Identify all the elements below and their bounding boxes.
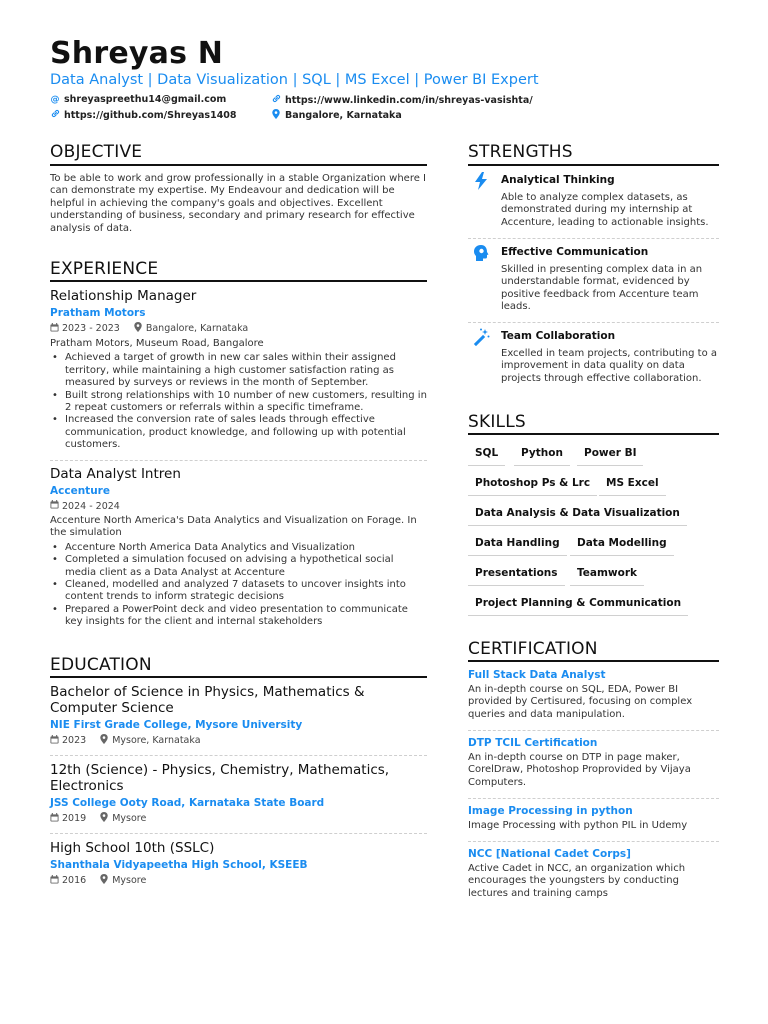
degree-title: Bachelor of Science in Physics, Mathematics & Computer Science [50,684,365,716]
job-role: Relationship Manager [50,288,197,304]
calendar-icon [50,813,62,825]
bullet-item: • Built strong relationships with 10 number of new customers, resulting in 2 repeat customers or referrals within a specific timeframe. [50,390,427,415]
divider [468,798,719,799]
cert-desc: Active Cadet in NCC, an organization which encourages the youngsters by conducting lectures and training camps [468,863,686,899]
certification-heading: CERTIFICATION [468,639,598,659]
skill-tag: Python [514,447,570,466]
company-name: Accenture [50,485,110,497]
skill-tag: MS Excel [599,477,666,496]
link-icon [271,94,281,106]
divider [50,755,427,756]
education-item [50,840,427,887]
cert-desc: An in-depth course on SQL, EDA, Power BI provided by Certisured, focusing on complex queries and data manipulation. [468,684,693,720]
cert-desc: An in-depth course on DTP in page maker, CorelDraw, Photoshop Proprovided by Vijaya Computers. [468,752,691,788]
school-name: NIE First Grade College, Mysore University [50,719,303,731]
skills-rule [468,433,719,435]
strength-desc: Skilled in presenting complex data in an understandable format, evidenced by positive feedback from Accenture team leads. [501,264,703,313]
candidate-name: Shreyas N [50,36,224,71]
edu-meta [50,812,427,825]
location-text: Bangalore, Karnataka [285,110,402,121]
bullet-item: • Prepared a PowerPoint deck and video presentation to communicate key insights for the client and internal stakeholders [50,604,427,629]
edu-meta [50,734,427,747]
objective-heading: OBJECTIVE [50,142,143,162]
edu-meta [50,874,427,887]
calendar-icon [50,323,62,335]
contact-email[interactable] [50,94,226,105]
cert-title: Image Processing in python [468,805,633,817]
edu-year: 2019 [62,813,87,824]
strength-title: Team Collaboration [501,330,616,342]
email-text: shreyaspreethu14@gmail.com [64,94,227,105]
github-text: https://github.com/Shreyas1408 [64,109,237,121]
edu-location: Mysore [112,813,147,824]
bullet-item: • Completed a simulation focused on advising a hypothetical social media client as a Data Analyst at Accenture [50,554,427,579]
cert-item [468,848,719,900]
education-item [50,684,427,747]
location-pin-icon [100,734,112,747]
bullet-item: • Accenture North America Data Analytics and Visualization [50,542,427,554]
link-icon [50,109,60,121]
strength-desc: Excelled in team projects, contributing to a improvement in data quality on data projects through effective collaboration. [501,348,717,384]
divider [468,322,719,323]
education-rule [50,676,427,678]
skill-tag: Presentations [468,567,565,586]
strength-title: Analytical Thinking [501,174,615,186]
edu-year: 2016 [62,875,87,886]
job-meta [50,322,427,335]
edu-location: Mysore [112,875,147,886]
job-role: Data Analyst Intren [50,466,181,482]
calendar-icon [50,500,62,512]
wand-icon [472,328,490,346]
strength-item [468,172,719,236]
edu-year: 2023 [62,735,87,746]
cert-item [468,737,719,789]
skill-tag: Project Planning & Communication [468,597,688,616]
job-meta [50,500,427,512]
strength-item [468,328,719,392]
cert-desc: Image Processing with python PIL in Udemy [468,820,688,831]
bullet-item: • Cleaned, modelled and analyzed 7 datasets to uncover insights into content trends to inform strategic decisions [50,579,427,604]
strength-title: Effective Communication [501,246,649,258]
skill-tag: Data Analysis & Data Visualization [468,507,687,526]
divider [50,833,427,834]
cert-title: NCC [National Cadet Corps] [468,848,631,860]
experience-heading: EXPERIENCE [50,259,159,279]
job-bullets [50,352,427,451]
skill-tag: Data Modelling [570,537,674,556]
strength-desc: Able to analyze complex datasets, as demonstrated during my internship at Accenture, leading to actionable insights. [501,192,709,228]
bullet-item: • Achieved a target of growth in new car sales within their assigned territory, while maintaining a high customer satisfaction rating as measured by surveys or reviews in the month of September. [50,352,427,389]
skills-heading: SKILLS [468,412,526,432]
job-dates: 2023 - 2023 [62,323,120,334]
experience-item [50,466,427,629]
contact-location [271,109,402,122]
cert-title: DTP TCIL Certification [468,737,598,749]
degree-title: High School 10th (SSLC) [50,840,215,856]
contact-github[interactable] [50,109,237,121]
company-name: Pratham Motors [50,307,146,319]
cert-title: Full Stack Data Analyst [468,669,606,681]
divider [468,841,719,842]
job-summary: Pratham Motors, Museum Road, Bangalore [50,338,264,349]
job-location: Bangalore, Karnataka [145,323,249,334]
location-pin-icon [100,874,112,887]
school-name: JSS College Ooty Road, Karnataka State Board [50,797,325,809]
calendar-icon [50,875,62,887]
contact-linkedin[interactable] [271,94,533,106]
at-icon: @ [50,94,60,105]
location-pin-icon [134,322,146,335]
divider [468,238,719,239]
lightning-icon [472,172,490,190]
job-dates: 2024 - 2024 [62,500,120,512]
skill-tag: SQL [468,447,505,466]
head-icon [472,244,490,262]
bullet-item: • Increased the conversion rate of sales leads through effective communication, product knowledge, and following up with potential customers. [50,414,427,451]
experience-item [50,288,427,452]
strengths-rule [468,164,719,166]
cert-item [468,669,719,721]
strengths-heading: STRENGTHS [468,142,573,162]
certification-rule [468,660,719,662]
skill-tag: Power BI [577,447,643,466]
job-bullets [50,542,427,629]
calendar-icon [50,735,62,747]
strength-item [468,244,719,320]
education-item [50,762,427,825]
school-name: Shanthala Vidyapeetha High School, KSEEB [50,859,308,871]
skill-tag: Teamwork [570,567,644,586]
headline: Data Analyst | Data Visualization | SQL | MS Excel | Power BI Expert [50,72,539,88]
divider [50,460,427,461]
experience-rule [50,280,427,282]
location-pin-icon [271,109,281,122]
job-summary: Accenture North America's Data Analytics and Visualization on Forage. In the simulation [50,515,417,539]
skill-tag: Photoshop Ps & Lrc [468,477,597,496]
objective-text: To be able to work and grow professionally in a stable Organization where I can demonstrate my expertise. My Endeavour and dedication will be helpful in achieving the company's goals and objectives. Excellent understanding of business, secondary and primary research for effective analysis of data. [50,173,427,234]
linkedin-text: https://www.linkedin.com/in/shreyas-vasishta/ [285,94,533,106]
education-heading: EDUCATION [50,655,152,675]
degree-title: 12th (Science) - Physics, Chemistry, Mathematics, Electronics [50,762,390,794]
divider [468,730,719,731]
skill-tag: Data Handling [468,537,567,556]
location-pin-icon [100,812,112,825]
edu-location: Mysore, Karnataka [112,735,201,746]
objective-rule [50,164,427,166]
cert-item [468,805,719,832]
